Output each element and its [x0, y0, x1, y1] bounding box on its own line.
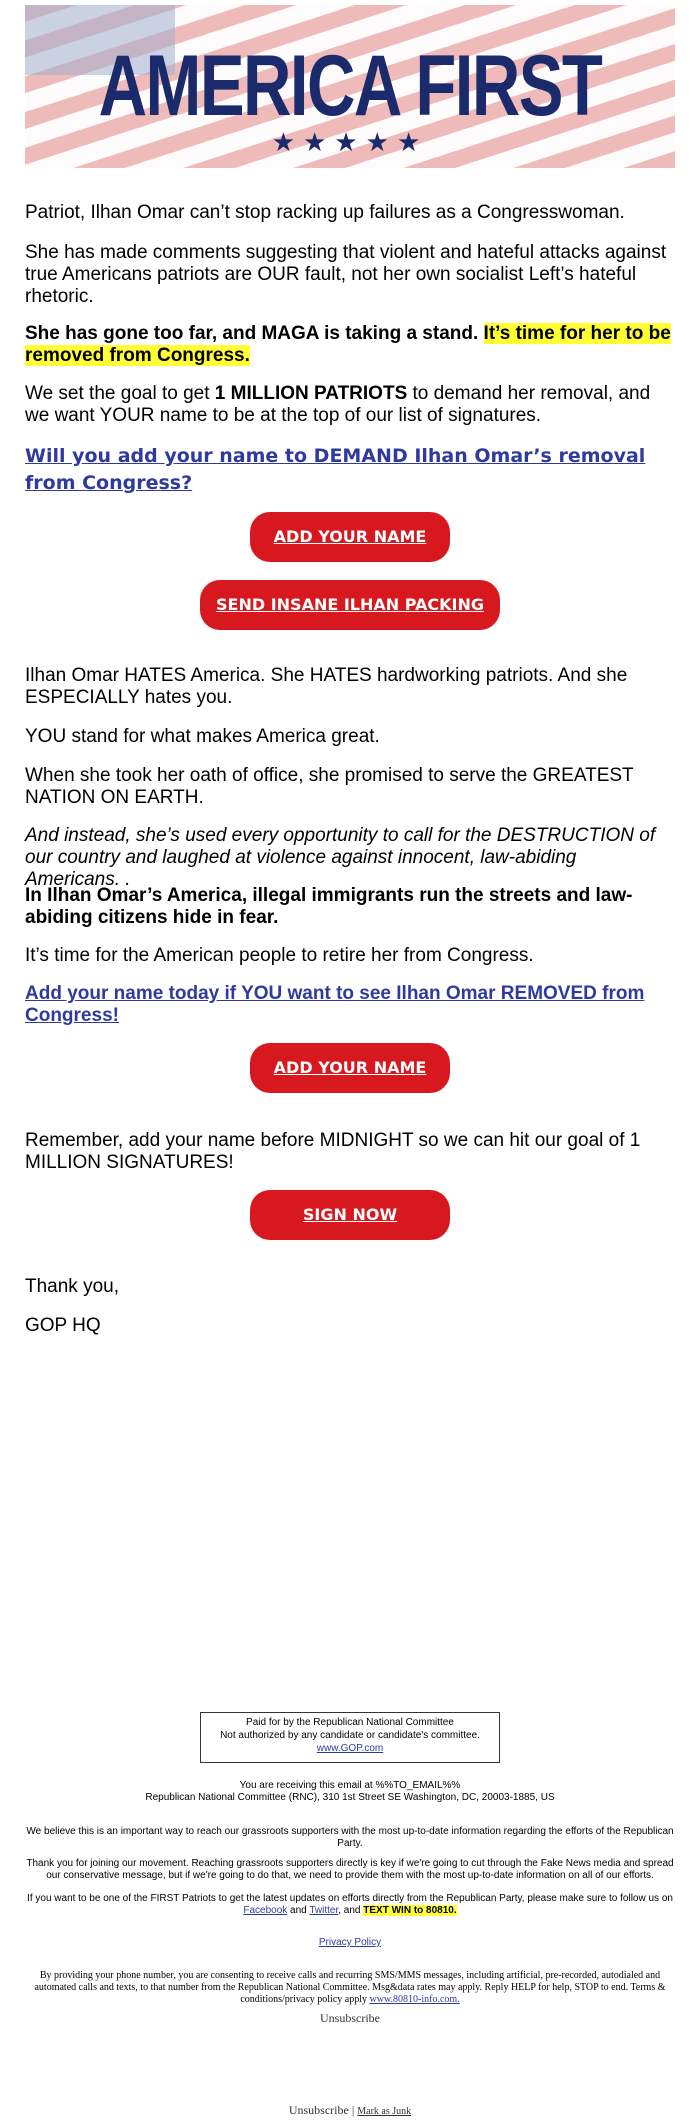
paragraph-hates: Ilhan Omar HATES America. She HATES hardworking patriots. And she ESPECIALLY hates you. — [25, 665, 628, 708]
paid-line-2: Not authorized by any candidate or candidate's committee. — [220, 1730, 480, 1741]
consent-info-link[interactable]: www.80810-info.com. — [369, 1994, 460, 2005]
receiving-email: You are receiving this email at %%TO_EMAIL%% — [239, 1780, 461, 1791]
link-removed-congress[interactable]: Add your name today if YOU want to see Ilhan Omar REMOVED from Congress! — [25, 983, 645, 1026]
paragraph-goal — [25, 383, 675, 427]
bottom-unsubscribe-link[interactable]: Unsubscribe — [288, 2103, 349, 2117]
send-packing-button[interactable]: SEND INSANE ILHAN PACKING — [200, 580, 500, 630]
paragraph-destruction: And instead, she’s used every opportunity to call for the DESTRUCTION of our country and laughed at violence against innocent, law-abiding Americans. . — [25, 825, 656, 890]
mark-as-junk-link[interactable]: Mark as Junk — [357, 2106, 412, 2117]
paragraph-immigrants: In Ilhan Omar’s America, illegal immigrants run the streets and law-abiding citizens hide in fear. — [25, 885, 633, 928]
consent-pre: By providing your phone number, you are consenting to receive calls and recurring SMS/MMS messages, including artificial, pre-recorded, autodialed and automated calls and texts, to that number from the Republican National Committee. Msg&data rates may apply. Reply HELP for help, STOP to end. Terms & conditions/privacy policy apply — [34, 1970, 666, 2005]
sign-now-button[interactable]: SIGN NOW — [250, 1190, 450, 1240]
banner-stars: ★★★★★ — [271, 127, 429, 157]
highlight-text: It’s time for her to be removed from Congress. — [25, 323, 671, 366]
follow-and: and — [287, 1905, 310, 1916]
stand-bold-text: She has gone too far, and MAGA is taking a stand. — [25, 323, 479, 344]
receiving-info — [25, 1780, 675, 1804]
unsubscribe-wrap — [25, 2011, 675, 2025]
consent-text — [25, 1970, 675, 2006]
link-demand-removal[interactable]: Will you add your name to DEMAND Ilhan Omar’s removal from Congress? — [25, 445, 646, 494]
paragraph-stand — [25, 323, 675, 367]
privacy-policy-link[interactable]: Privacy Policy — [318, 1937, 382, 1948]
goal-pre-text: We set the goal to get — [25, 383, 215, 404]
privacy-wrap — [25, 1937, 675, 1949]
paid-for-box — [200, 1712, 500, 1763]
paragraph-midnight: Remember, add your name before MIDNIGHT so we can hit our goal of 1 MILLION SIGNATURES! — [25, 1130, 641, 1173]
banner-title: AMERICA FIRST — [98, 38, 602, 134]
add-your-name-button-2[interactable]: ADD YOUR NAME — [250, 1043, 450, 1093]
follow-us-text — [25, 1893, 675, 1917]
unsubscribe-link[interactable]: Unsubscribe — [320, 2011, 380, 2025]
rnc-address: Republican National Committee (RNC), 310 1st Street SE Washington, DC, 20003-1885, US — [145, 1792, 555, 1803]
bottom-separator: | — [348, 2103, 358, 2117]
twitter-link[interactable]: Twitter — [309, 1905, 339, 1916]
paid-line-1: Paid for by the Republican National Committee — [246, 1717, 454, 1728]
follow-pre: If you want to be one of the FIRST Patriots to get the latest updates on efforts directly from the Republican Party, please make sure to follow us on — [27, 1893, 673, 1904]
follow-and-2: , and — [338, 1905, 364, 1916]
header-banner — [25, 5, 675, 168]
email-container — [25, 5, 675, 168]
add-your-name-button[interactable]: ADD YOUR NAME — [250, 512, 450, 562]
signoff-text: GOP HQ — [25, 1315, 101, 1336]
paragraph-intro: Patriot, Ilhan Omar can’t stop racking up failures as a Congresswoman. — [25, 202, 625, 223]
thank-you-text: Thank you, — [25, 1276, 119, 1297]
goal-bold-text: 1 MILLION PATRIOTS — [214, 383, 408, 404]
paragraph-stand-great: YOU stand for what makes America great. — [25, 726, 380, 747]
link-removed-wrap — [25, 983, 675, 1027]
paragraph-oath: When she took her oath of office, she promised to serve the GREATEST NATION ON EARTH. — [25, 765, 634, 808]
bottom-links — [25, 2103, 675, 2119]
thank-you-footer-text: Thank you for joining our movement. Reaching grassroots supporters directly is key if we're going to cut through the Fake News media and spread our conservative message, but if we're going to do that, we need to provide them with the most up-to-date information on all of our efforts. — [26, 1858, 674, 1881]
believe-text: We believe this is an important way to reach our grassroots supporters with the most up-to-date information regarding the efforts of the Republican Party. — [26, 1826, 674, 1849]
goal-post-text: to demand her removal, and we want YOUR name to be at the top of our list of signatures. — [25, 383, 651, 426]
text-win-highlight: TEXT WIN to 80810. — [363, 1905, 457, 1916]
link-demand-removal-wrap — [25, 443, 675, 497]
paragraph-comments: She has made comments suggesting that violent and hateful attacks against true Americans patriots are OUR fault, not her own socialist Left’s hateful rhetoric. — [25, 242, 667, 307]
gop-link[interactable]: www.GOP.com — [316, 1743, 384, 1754]
facebook-link[interactable]: Facebook — [243, 1905, 288, 1916]
paragraph-retire: It’s time for the American people to retire her from Congress. — [25, 945, 534, 966]
